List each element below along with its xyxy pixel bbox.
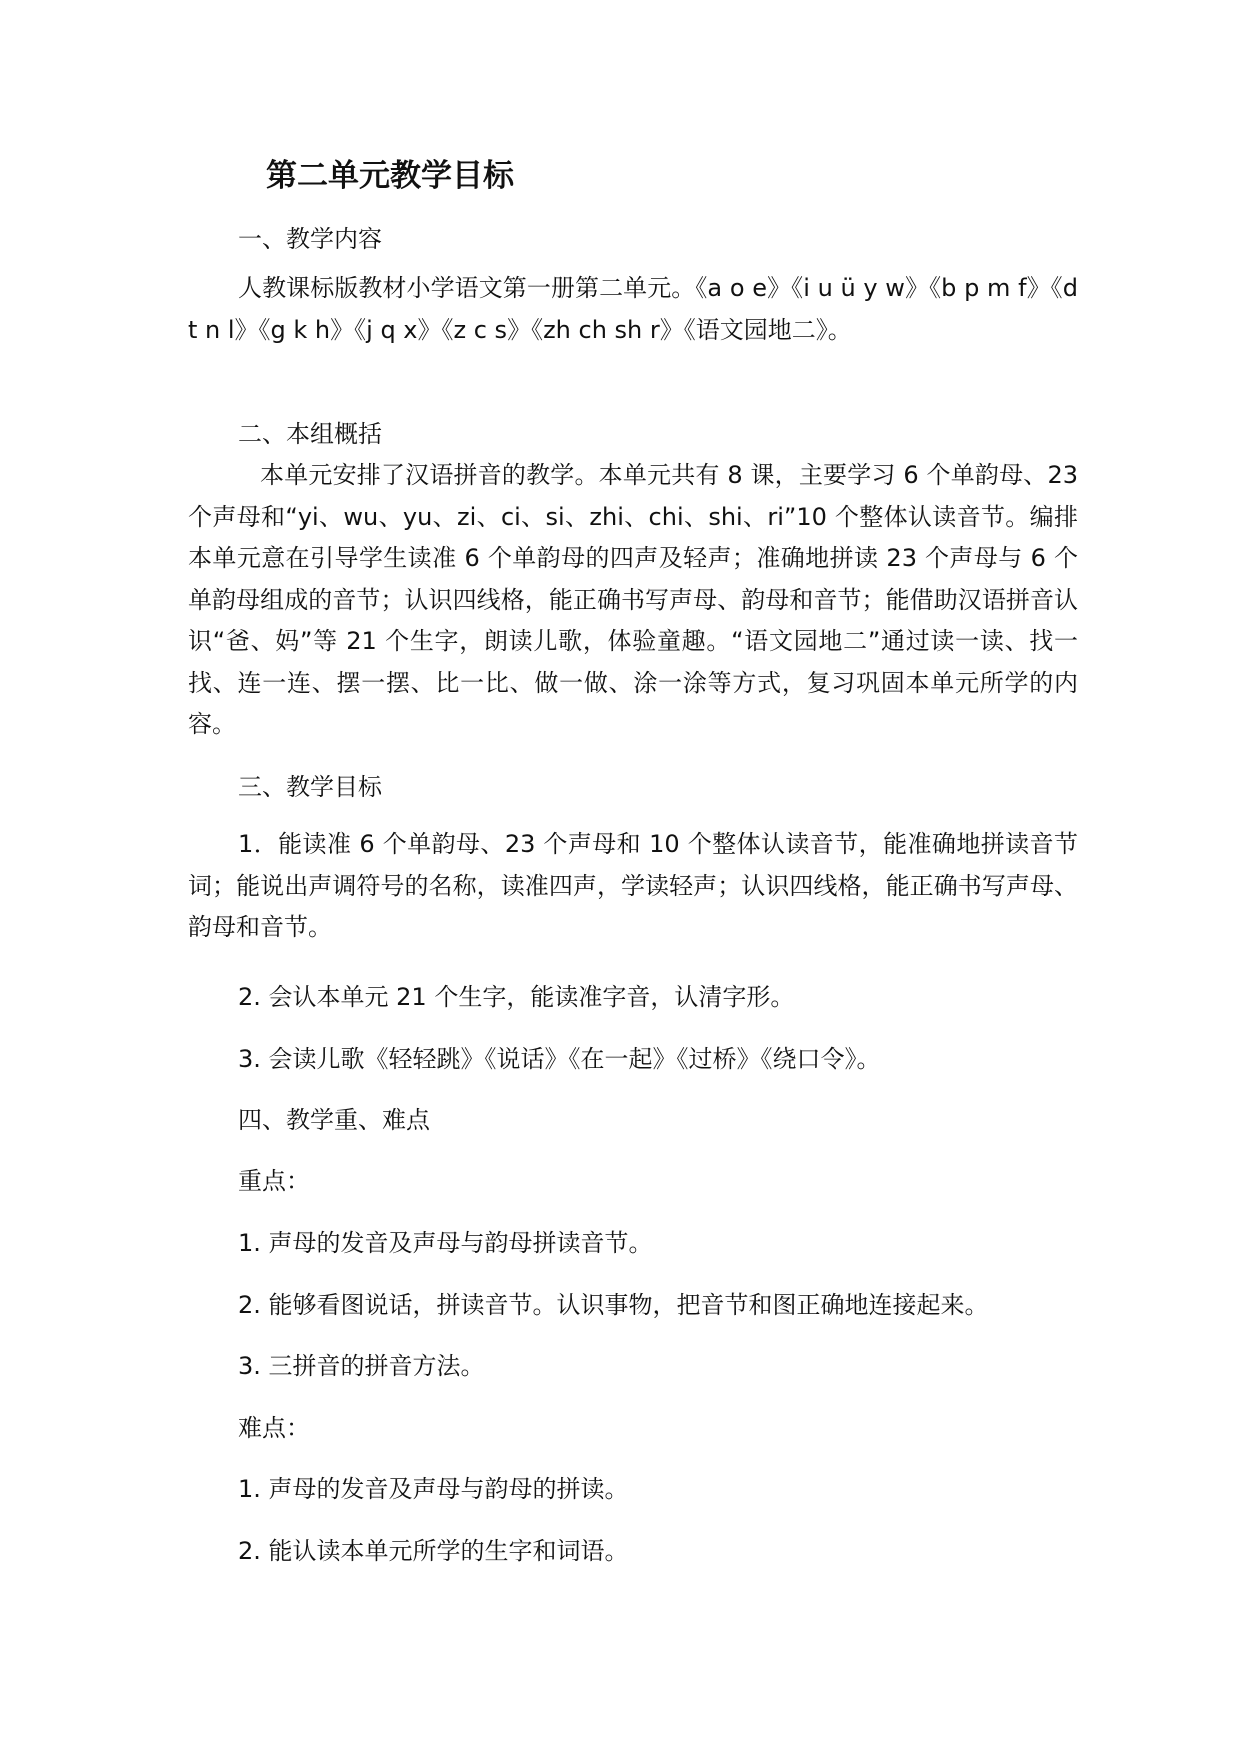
difficult-point-2: 2. 能认读本单元所学的生字和词语。 bbox=[238, 1537, 629, 1565]
teaching-content-paragraph: 人教课标版教材小学语文第一册第二单元。《a o e》《i u ü y w》《b p m f》《d t n l》《g k h》《j q x》《z c s》《zh ch sh r》《语文园地二》。 bbox=[188, 274, 1078, 344]
key-point-2: 2. 能够看图说话，拼读音节。认识事物，把音节和图正确地连接起来。 bbox=[238, 1291, 989, 1319]
section-heading-group-summary: 二、本组概括 bbox=[238, 420, 382, 448]
group-summary-paragraph: 本单元安排了汉语拼音的教学。本单元共有 8 课，主要学习 6 个单韵母、23 个声母和“yi、wu、yu、zi、ci、si、zhi、chi、shi、ri”10 个整体认读音节。编排本单元意在引导学生读准 6 个单韵母的四声及轻声；准确地拼读 23 个声母与 6 个单韵母组成的音节；认识四线格，能正确书写声母、韵母和音节；能借助汉语拼音认识“爸、妈”等 21 个生字，朗读儿歌，体验童趣。“语文园地二”通过读一读、找一找、连一连、摆一摆、比一比、做一做、涂一涂等方式，复习巩固本单元所学的内容。 bbox=[188, 461, 1078, 738]
difficult-points-label: 难点： bbox=[238, 1414, 310, 1442]
key-points-label: 重点： bbox=[238, 1167, 310, 1195]
goal-item-1: 1．能读准 6 个单韵母、23 个声母和 10 个整体认读音节，能准确地拼读音节词；能说出声调符号的名称，读准四声，学读轻声；认识四线格，能正确书写声母、韵母和音节。 bbox=[188, 830, 1078, 941]
section-heading-key-difficult: 四、教学重、难点 bbox=[238, 1106, 430, 1134]
goal-item-3: 3. 会读儿歌《轻轻跳》《说话》《在一起》《过桥》《绕口令》。 bbox=[238, 1045, 881, 1073]
difficult-point-1: 1. 声母的发音及声母与韵母的拼读。 bbox=[238, 1475, 629, 1503]
section-heading-teaching-goals: 三、教学目标 bbox=[238, 773, 382, 801]
page-title: 第二单元教学目标 bbox=[266, 158, 514, 194]
key-point-3: 3. 三拼音的拼音方法。 bbox=[238, 1352, 485, 1380]
key-point-1: 1. 声母的发音及声母与韵母拼读音节。 bbox=[238, 1229, 653, 1257]
section-heading-teaching-content: 一、教学内容 bbox=[238, 225, 382, 253]
goal-item-2: 2. 会认本单元 21 个生字，能读准字音，认清字形。 bbox=[238, 983, 795, 1011]
